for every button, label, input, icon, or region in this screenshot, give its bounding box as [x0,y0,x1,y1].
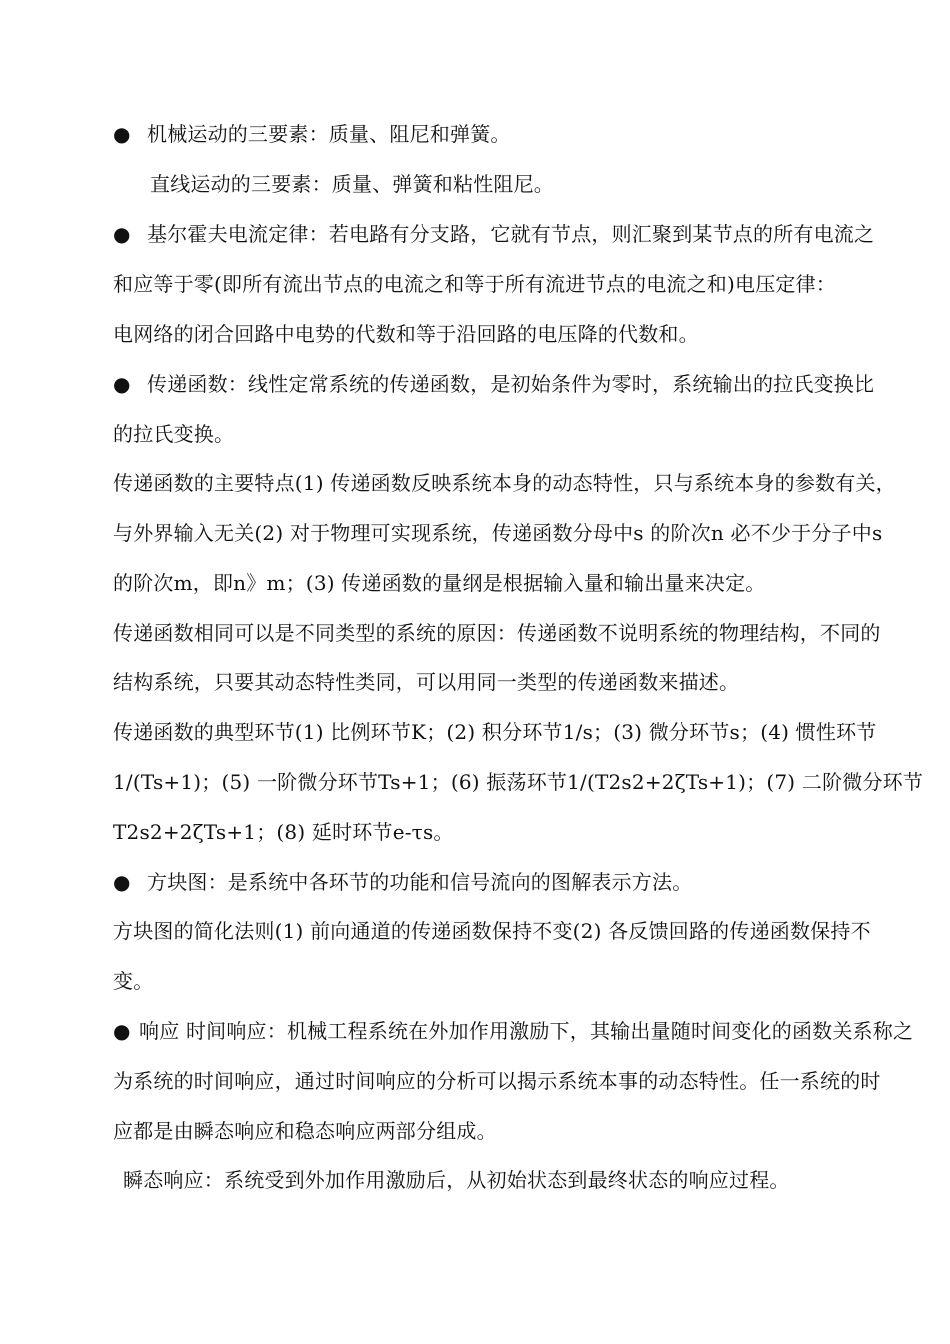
paragraph-text: 与外界输入无关(2) 对于物理可实现系统，传递函数分母中s 的阶次n 必不少于分子中s [113,521,883,545]
bullet-mark: ● [113,222,131,246]
paragraph-text: 电网络的闭合回路中电势的代数和等于沿回路的电压降的代数和。 [113,322,699,346]
paragraph-text: 方块图：是系统中各环节的功能和信号流向的图解表示方法。 [147,870,693,894]
paragraph-text: 的拉氏变换。 [113,422,235,446]
paragraph-text: 传递函数的主要特点(1) 传递函数反映系统本身的动态特性，只与系统本身的参数有关， [113,471,896,495]
paragraph-line [113,1118,497,1144]
paragraph-line [113,968,153,994]
bullet-mark: ● [113,1019,131,1043]
paragraph-line [113,769,923,795]
bullet-mark: ● [113,122,131,146]
bullet-paragraph [113,221,874,247]
paragraph-text: T2s2+2ζTs+1；(8) 延时环节e-τs。 [113,820,454,844]
bullet-mark: ● [113,372,131,396]
paragraph-line [113,669,739,695]
paragraph-text: 直线运动的三要素：质量、弹簧和粘性阻尼。 [150,172,554,196]
paragraph-text: 和应等于零(即所有流出节点的电流之和等于所有流进节点的电流之和)电压定律： [113,272,837,296]
paragraph-line [113,620,881,646]
paragraph-text: 响应 时间响应：机械工程系统在外加作用激励下，其输出量随时间变化的函数关系称之 [139,1019,914,1043]
paragraph-line [113,1068,881,1094]
bullet-paragraph [113,869,692,895]
paragraph-line [113,719,876,745]
bullet-paragraph [113,121,511,147]
paragraph-text: 应都是由瞬态响应和稳态响应两部分组成。 [113,1119,497,1143]
bullet-mark: ● [113,870,131,894]
paragraph-text: 传递函数相同可以是不同类型的系统的原因：传递函数不说明系统的物理结构，不同的 [113,621,881,645]
paragraph-text: 结构系统，只要其动态特性类同，可以用同一类型的传递函数来描述。 [113,670,740,694]
paragraph-text: 瞬态响应：系统受到外加作用激励后，从初始状态到最终状态的响应过程。 [123,1168,790,1192]
paragraph-line [113,421,234,447]
paragraph-line [113,321,699,347]
paragraph-text: 1/(Ts+1)；(5) 一阶微分环节Ts+1；(6) 振荡环节1/(T2s2+2ζTs+1)；(7) 二阶微分环节 [113,770,924,794]
paragraph-line [113,520,882,546]
paragraph-text: 机械运动的三要素：质量、阻尼和弹簧。 [147,122,511,146]
paragraph-line [123,1167,790,1193]
paragraph-text: 方块图的简化法则(1) 前向通道的传递函数保持不变(2) 各反馈回路的传递函数保持不 [113,919,871,943]
paragraph-text: 传递函数：线性定常系统的传递函数，是初始条件为零时，系统输出的拉氏变换比 [147,372,875,396]
bullet-paragraph [113,371,874,397]
paragraph-line [113,819,454,845]
paragraph-line [113,470,896,496]
paragraph-text: 为系统的时间响应，通过时间响应的分析可以揭示系统本事的动态特性。任一系统的时 [113,1069,881,1093]
bullet-paragraph [113,1018,913,1044]
paragraph-text: 传递函数的典型环节(1) 比例环节K；(2) 积分环节1/s；(3) 微分环节s；(4) 惯性环节 [113,720,877,744]
paragraph-line [113,570,766,596]
paragraph-text: 基尔霍夫电流定律：若电路有分支路，它就有节点，则汇聚到某节点的所有电流之 [147,222,875,246]
paragraph-line [113,271,836,297]
paragraph-line [150,171,554,197]
paragraph-text: 变。 [113,969,154,993]
paragraph-line [113,918,871,944]
paragraph-text: 的阶次m，即n》m；(3) 传递函数的量纲是根据输入量和输出量来决定。 [113,571,766,595]
